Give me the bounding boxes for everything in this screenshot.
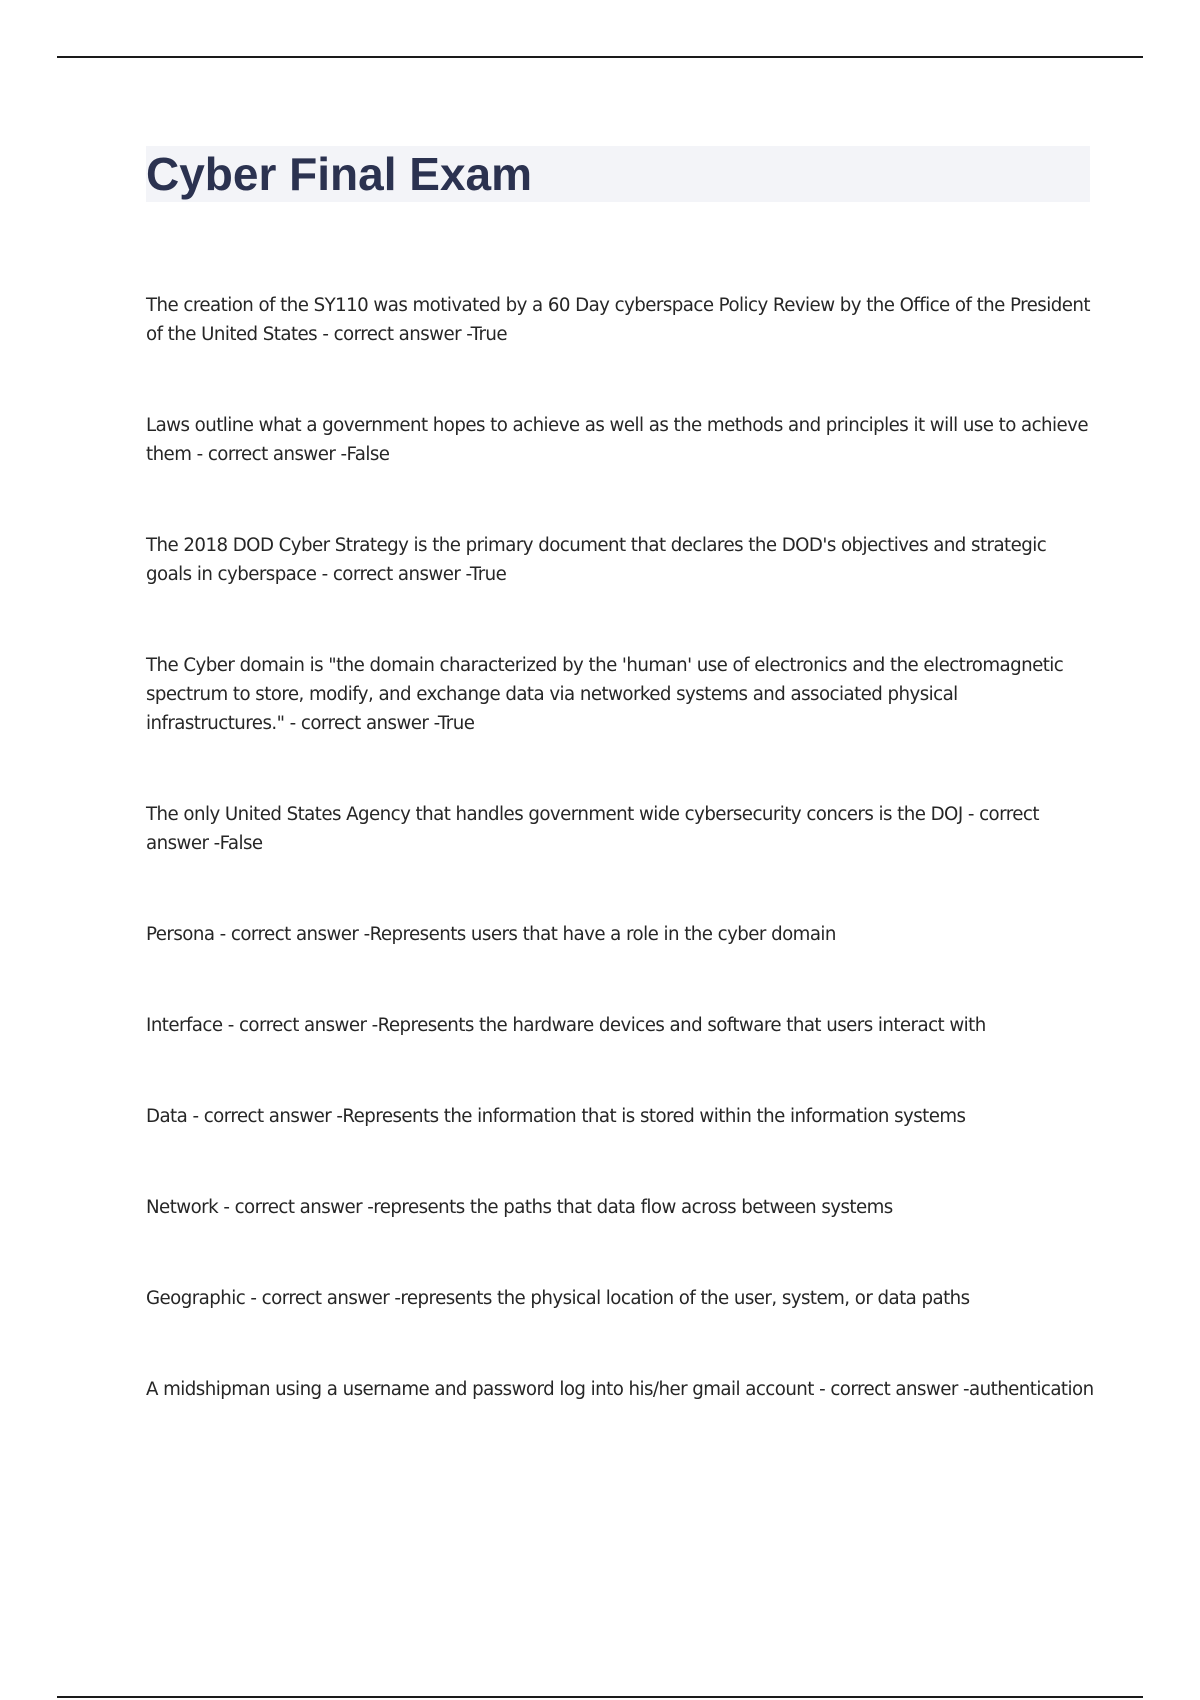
top-rule	[57, 56, 1143, 58]
qa-item: The Cyber domain is "the domain characterized by the 'human' use of electronics and the electromagnetic spectrum to store, modify, and exchange data via networked systems and associated physical infrastructures." - correct answer -True	[146, 655, 1064, 734]
qa-item: Laws outline what a government hopes to achieve as well as the methods and principles it will use to achieve them - correct answer -False	[146, 415, 1089, 465]
qa-item: A midshipman using a username and password log into his/her gmail account - correct answer -authentication	[146, 1379, 1094, 1400]
qa-item: The creation of the SY110 was motivated by a 60 Day cyberspace Policy Review by the Office of the President of the United States - correct answer -True	[146, 295, 1090, 345]
qa-item: The only United States Agency that handles government wide cybersecurity concers is the DOJ - correct answer -False	[146, 804, 1039, 854]
qa-item: Interface - correct answer -Represents the hardware devices and software that users interact with	[146, 1015, 986, 1036]
qa-item: Data - correct answer -Represents the information that is stored within the information systems	[146, 1106, 966, 1127]
qa-item: Geographic - correct answer -represents the physical location of the user, system, or data paths	[146, 1288, 970, 1309]
qa-item: The 2018 DOD Cyber Strategy is the primary document that declares the DOD's objectives and strategic goals in cyberspace - correct answer -True	[146, 535, 1047, 585]
page-title: Cyber Final Exam	[146, 148, 533, 200]
bottom-rule	[57, 1696, 1143, 1698]
qa-list	[146, 291, 1096, 1466]
qa-item: Persona - correct answer -Represents users that have a role in the cyber domain	[146, 924, 836, 945]
qa-item: Network - correct answer -represents the paths that data flow across between systems	[146, 1197, 893, 1218]
